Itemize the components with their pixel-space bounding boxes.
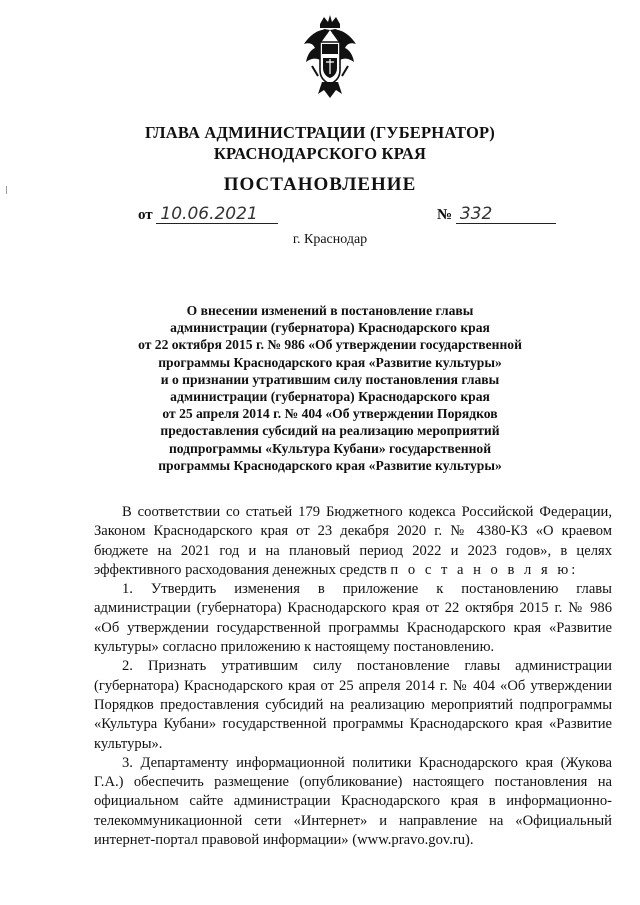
city-line: г. Краснодар (292, 232, 368, 247)
item-1-paragraph: 1. Утвердить изменения в приложение к постановлению главы администрации (губернатора) Краснодарского края от 22 октября 2015 г. № 986 «Об утверждении государственной программы Краснодарского края «Развитие культуры» согласно приложению к настоящему постановлению. (94, 581, 612, 656)
preamble-text: В соответствии со статьей 179 Бюджетного кодекса Российской Федерации, Законом Краснодарского края от 23 декабря 2020 г. № 4380-КЗ «О краевом бюджете на 2021 год и на плановый период 2022 и 2023 годов», в целях эффективного расходования денежных средств (94, 504, 612, 578)
date-field (138, 205, 278, 224)
subject-line: от 25 апреля 2014 г. № 404 «Об утверждении Порядков (162, 406, 498, 422)
preamble-paragraph (94, 503, 612, 580)
subject-line: администрации (губернатора) Краснодарского края (170, 320, 490, 336)
organization-title (0, 122, 640, 164)
number-field (437, 205, 556, 224)
number-prefix: № (437, 207, 453, 223)
subject-line: администрации (губернатора) Краснодарского края (170, 389, 490, 405)
number-value: 332 (456, 205, 556, 224)
resolve-word: п о с т а н о в л я ю: (390, 561, 579, 578)
subject-line: подпрограммы «Культура Кубани» государственной (168, 440, 492, 456)
organization-line-2: КРАСНОДАРСКОГО КРАЯ (213, 144, 427, 163)
subject-line: от 22 октября 2015 г. № 986 «Об утверждении государственной (138, 337, 522, 353)
subject-line: программы Краснодарского края «Развитие культуры» (158, 457, 502, 473)
date-prefix: от (138, 207, 153, 223)
item-2-paragraph: 2. Признать утратившим силу постановление главы администрации (губернатора) Краснодарского края от 25 апреля 2014 г. № 404 «Об утверждении Порядков предоставления субсидий на реализацию мероприятий подпрограммы «Культура Кубани» государственной программы Краснодарского края «Развитие культуры». (94, 658, 612, 752)
subject-line: и о признании утратившим силу постановления главы (160, 371, 500, 387)
document-type: ПОСТАНОВЛЕНИЕ (223, 174, 417, 195)
item-3-paragraph: 3. Департаменту информационной политики Краснодарского края (Жукова Г.А.) обеспечить размещение (опубликование) настоящего постановления на официальном сайте администрации Краснодарского края в информационно-телекоммуникационной сети «Интернет» и направление на «Официальный интернет-портал правовой информации» (www.pravo.gov.ru). (94, 754, 612, 849)
subject-line: программы Краснодарского края «Развитие культуры» (158, 354, 502, 370)
subject-line: предоставления субсидий на реализацию мероприятий (160, 423, 500, 439)
document-body (94, 503, 612, 850)
subject-line: О внесении изменений в постановление главы (186, 303, 474, 318)
document-subject (120, 302, 540, 474)
date-value: 10.06.2021 (156, 205, 278, 224)
coat-of-arms-icon (298, 14, 362, 100)
organization-line-1: ГЛАВА АДМИНИСТРАЦИИ (ГУБЕРНАТОР) (145, 123, 495, 142)
